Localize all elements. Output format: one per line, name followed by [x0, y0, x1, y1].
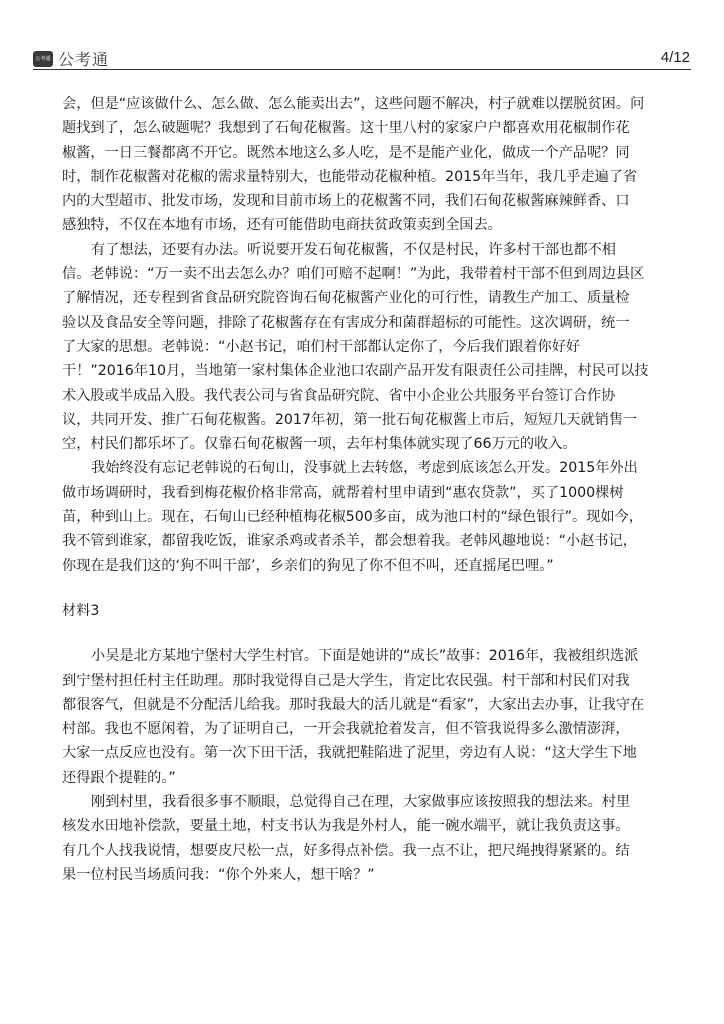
paragraph [62, 456, 662, 577]
text-line: 果一位村民当场质问我：“你个外来人，想干啥？” [62, 866, 375, 883]
page-number: 4/12 [660, 49, 690, 66]
section-heading: 材料3 [62, 602, 100, 619]
text-line: 了解情况，还专程到省食品研究院咨询石甸花椒酱产业化的可行性，请教生产加工、质量检 [62, 290, 630, 307]
page-header [0, 0, 724, 72]
logo-text: 公考通 [58, 50, 110, 69]
text-line: 刚到村里，我看很多事不顺眼，总觉得自己在理，大家做事应该按照我的想法来。村里 [91, 794, 631, 811]
text-line: 我始终没有忘记老韩说的石甸山，没事就上去转悠，考虑到底该怎么开发。2015年外出 [91, 460, 638, 477]
text-line: 空，村民们都乐坏了。仅靠石甸花椒酱一项，去年村集体就实现了66万元的收入。 [62, 436, 577, 453]
logo [33, 47, 109, 70]
text-line: 时，制作花椒酱对花椒的需求量特别大，也能带动花椒种植。2015年当年，我几乎走遍了省 [62, 168, 638, 185]
text-line: 核发水田地补偿款，要量土地，村支书认为我是外村人，能一碗水端平，就让我负责这事。 [62, 818, 630, 835]
text-line: 信。老韩说：“万一卖不出去怎么办？咱们可赔不起啊！”为此，我带着村干部不但到周边县区 [62, 266, 645, 283]
text-line: 苗，种到山上。现在，石甸山已经种植梅花椒500多亩，成为池口村的“绿色银行”。现如今， [62, 509, 643, 526]
text-line: 内的大型超市、批发市场，发现和目前市场上的花椒酱不同，我们石甸花椒酱麻辣鲜香、口 [62, 193, 630, 210]
text-line: 了大家的思想。老韩说：“小赵书记，咱们村干部都认定你了，今后我们跟着你好好 [62, 338, 581, 355]
text-line: 有几个人找我说情，想要皮尺松一点，好多得点补偿。我一点不让，把尺绳拽得紧紧的。结 [62, 842, 630, 859]
text-line: 还得跟个提鞋的。” [62, 769, 176, 786]
logo-icon: 公考通 [33, 51, 53, 67]
text-line: 干！”2016年10月，当地第一家村集体企业池口农副产品开发有限责任公司挂牌，村民可以技 [62, 363, 649, 380]
paragraph [62, 92, 662, 238]
text-line: 村部。我也不愿闲着，为了证明自己，一开会我就抢着发言，但不管我说得多么激情澎湃， [62, 721, 630, 738]
text-line: 感独特，不仅在本地有市场，还有可能借助电商扶贫政策卖到全国去。 [62, 217, 502, 234]
paragraph [62, 644, 662, 790]
text-line: 我不管到谁家，都留我吃饭，谁家杀鸡或者杀羊，都会想着我。老韩风趣地说：“小赵书记， [62, 533, 637, 550]
text-line: 验以及食品安全等问题，排除了花椒酱存在有害成分和菌群超标的可能性。这次调研，统一 [62, 314, 630, 331]
text-line: 议，共同开发、推广石甸花椒酱。2017年初，第一批石甸花椒酱上市后，短短几天就销售一 [62, 411, 638, 428]
text-line: 小吴是北方某地宁堡村大学生村官。下面是她讲的“成长”故事：2016年，我被组织选派 [91, 648, 639, 665]
text-line: 椒酱，一日三餐都离不开它。既然本地这么多人吃，是不是能产业化，做成一个产品呢？同 [62, 144, 630, 161]
text-line: 到宁堡村担任村主任助理。那时我觉得自己是大学生，肯定比农民强。村干部和村民们对我 [62, 672, 630, 689]
text-line: 都很客气，但就是不分配活儿给我。那时我最大的活儿就是“看家”，大家出去办事，让我守在 [62, 696, 645, 713]
text-line: 大家一点反应也没有。第一次下田干活，我就把鞋陷进了泥里，旁边有人说：“这大学生下地 [62, 745, 637, 762]
header-divider [33, 69, 691, 70]
paragraph [62, 238, 662, 457]
text-line: 你现在是我们这的‘狗不叫干部’，乡亲们的狗见了你不但不叫，还直摇尾巴哩。” [62, 557, 554, 574]
document-body [62, 92, 662, 887]
text-line: 术入股或半成品入股。我代表公司与省食品研究院、省中小企业公共服务平台签订合作协 [62, 387, 616, 404]
text-line: 会，但是“应该做什么、怎么做、怎么能卖出去”，这些问题不解决，村子就难以摆脱贫困。问 [62, 96, 645, 112]
text-line: 做市场调研时，我看到梅花椒价格非常高，就帮着村里申请到“惠农贷款”，买了1000棵树 [62, 484, 624, 501]
text-line: 题找到了，怎么破题呢？我想到了石甸花椒酱。这十里八村的家家户户都喜欢用花椒制作花 [62, 120, 630, 137]
paragraph [62, 790, 662, 887]
text-line: 有了想法，还要有办法。听说要开发石甸花椒酱，不仅是村民，许多村干部也都不相 [91, 241, 616, 258]
